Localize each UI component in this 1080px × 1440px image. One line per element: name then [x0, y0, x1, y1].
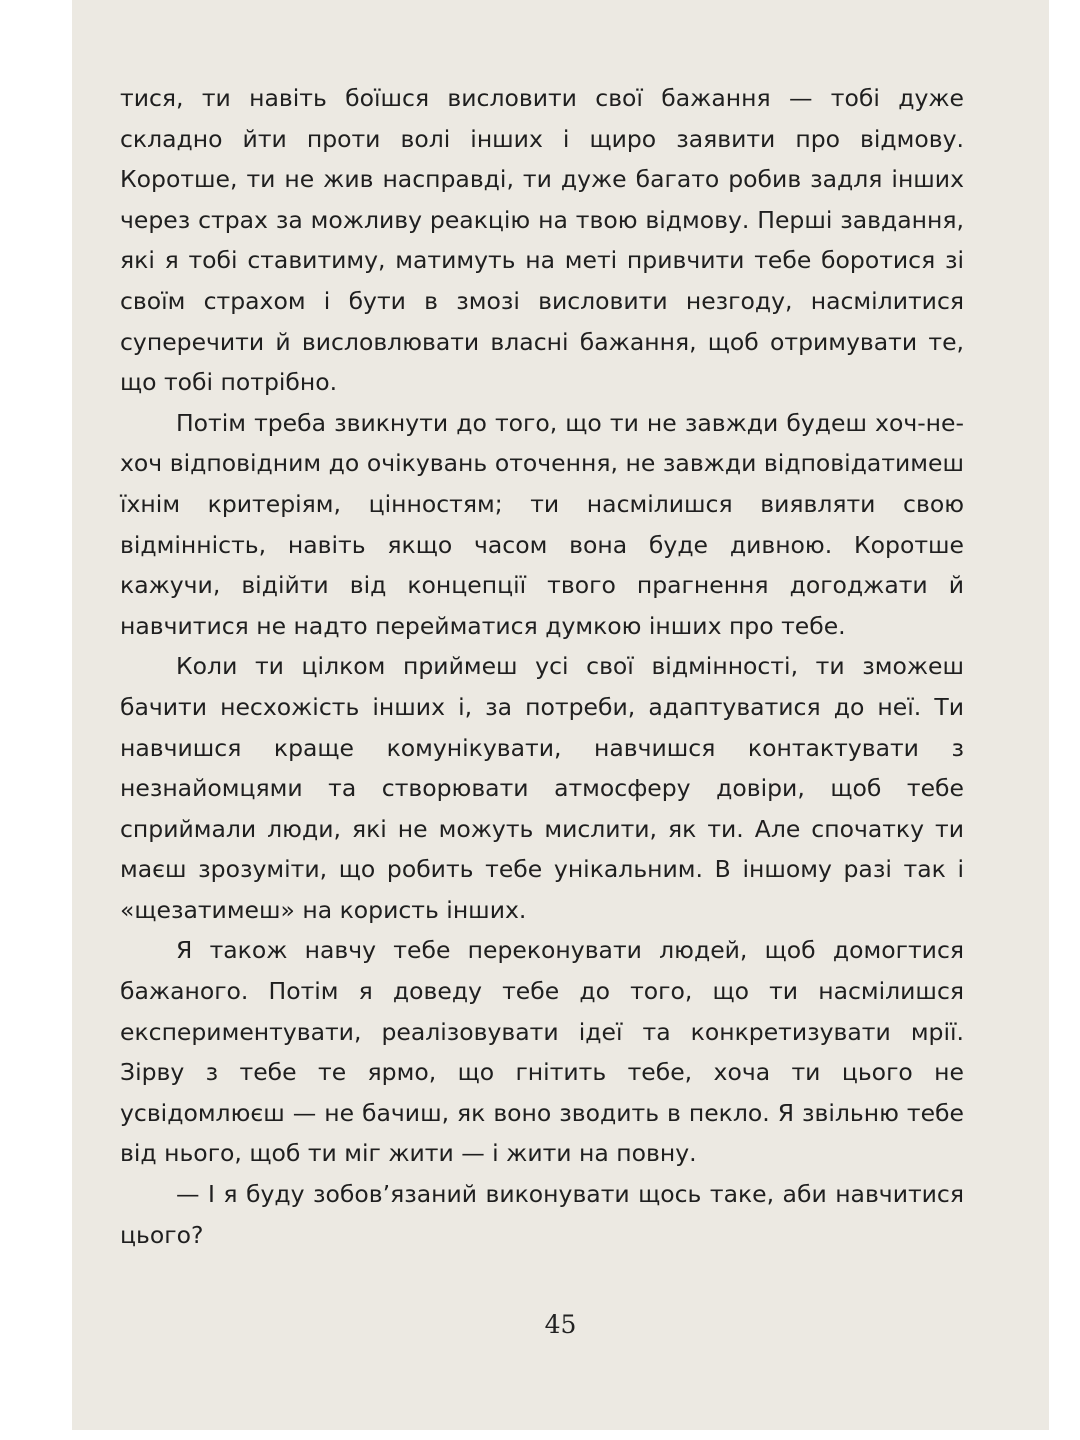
paragraph-3: Коли ти цілком приймеш усі свої відмінності, ти зможеш бачити несхожість інших і, за потреби, адаптуватися до неї. Ти навчишся краще комунікувати, навчишся контактувати з незнайомцями та створювати атмосферу довіри, щоб тебе сприймали люди, які не можуть мислити, як ти. Але спочатку ти маєш зрозуміти, що робить тебе унікальним. В іншому разі так і «щезатимеш» на користь інших.: [120, 652, 964, 924]
body-text: [120, 78, 964, 1255]
paragraph-4: Я також навчу тебе переконувати людей, щоб домогтися бажаного. Потім я доведу тебе до того, що ти насмілишся експериментувати, реалізовувати ідеї та конкретизувати мрії. Зірву з тебе те ярмо, що гнітить тебе, хоча ти цього не усвідомлюєш — не бачиш, як воно зводить в пекло. Я звільню тебе від нього, щоб ти міг жити — і жити на повну.: [120, 936, 964, 1168]
paragraph-2: Потім треба звикнути до того, що ти не завжди будеш хоч-не-хоч відповідним до очікувань оточення, не завжди відповідатимеш їхнім критеріям, цінностям; ти насмілишся виявляти свою відмінність, навіть якщо часом вона буде дивною. Коротше кажучи, відійти від концепції твого прагнення догоджати й навчитися не надто перейматися думкою інших про тебе.: [120, 408, 964, 640]
paragraph-5: — І я буду зобов’язаний виконувати щось таке, аби навчитися цього?: [120, 1180, 964, 1249]
page-number: 45: [544, 1310, 577, 1339]
book-page: [72, 0, 1049, 1430]
paragraph-1: тися, ти навіть боїшся висловити свої бажання — тобі дуже складно йти проти волі інших і щиро заявити про відмову. Коротше, ти не жив насправді, ти дуже багато робив задля інших через страх за можливу реакцію на твою відмову. Перші завдання, які я тобі ставитиму, матимуть на меті привчити тебе боротися зі своїм страхом і бути в змозі висловити незгоду, насмілитися суперечити й висловлювати власні бажання, щоб отримувати те, що тобі потрібно.: [120, 84, 964, 397]
